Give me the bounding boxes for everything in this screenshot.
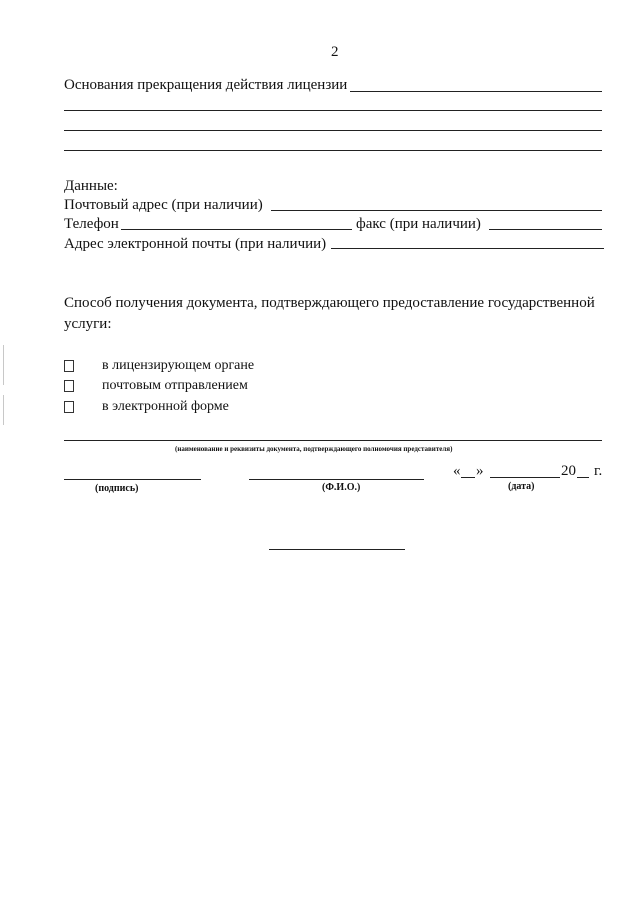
postal-address-label: Почтовый адрес (при наличии) [64, 197, 263, 213]
page-number: 2 [331, 44, 339, 60]
date-caption: (дата) [508, 481, 535, 492]
date-month-field[interactable] [490, 477, 560, 478]
full-name-field[interactable] [249, 479, 424, 480]
date-year-prefix: 20 [561, 463, 576, 479]
option-electronic-checkbox[interactable] [64, 401, 74, 413]
termination-field-line-3[interactable] [64, 130, 602, 131]
date-year-field[interactable] [577, 477, 589, 478]
authority-document-caption: (наименование и реквизиты документа, подтверждающего полномочия представителя) [175, 445, 453, 453]
full-name-caption: (Ф.И.О.) [322, 482, 361, 493]
signature-caption: (подпись) [95, 483, 139, 494]
authority-document-field[interactable] [64, 440, 602, 441]
delivery-question-line-2: услуги: [64, 316, 112, 332]
phone-field[interactable] [121, 229, 352, 230]
option-licensing-authority-label: в лицензирующем органе [102, 358, 255, 373]
termination-field-line-2[interactable] [64, 110, 602, 111]
phone-label: Телефон [64, 216, 119, 232]
option-postal-checkbox[interactable] [64, 380, 74, 392]
fax-label: факс (при наличии) [356, 216, 481, 232]
delivery-question-line-1: Способ получения документа, подтверждающего предоставление государственной [64, 295, 595, 311]
date-day-field[interactable] [461, 477, 475, 478]
termination-field-line-1[interactable] [350, 91, 602, 92]
email-field[interactable] [331, 248, 604, 249]
scan-artifact [3, 395, 4, 425]
termination-label: Основания прекращения действия лицензии [64, 77, 348, 93]
fax-field[interactable] [489, 229, 602, 230]
closing-separator [269, 549, 405, 550]
date-quote-close: » [476, 463, 484, 479]
date-quote-open: « [453, 463, 461, 479]
option-licensing-authority-checkbox[interactable] [64, 360, 74, 372]
date-year-suffix: г. [594, 463, 603, 479]
contacts-heading: Данные: [64, 178, 118, 194]
option-electronic-label: в электронной форме [102, 399, 229, 414]
scan-artifact [3, 345, 4, 385]
option-postal-label: почтовым отправлением [102, 378, 248, 393]
termination-field-line-4[interactable] [64, 150, 602, 151]
email-label: Адрес электронной почты (при наличии) [64, 236, 327, 252]
signature-field[interactable] [64, 479, 201, 480]
postal-address-field[interactable] [271, 210, 602, 211]
